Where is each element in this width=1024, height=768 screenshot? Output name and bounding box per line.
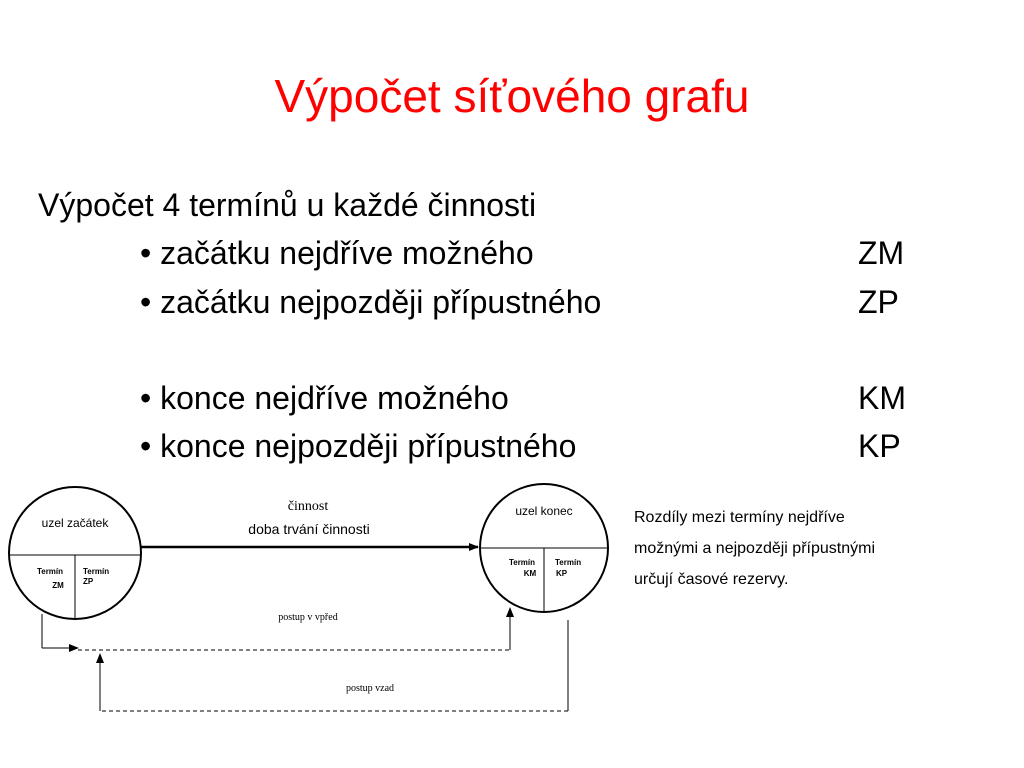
forward-label: postup v vpřed: [278, 612, 338, 623]
reserve-note: [634, 502, 964, 595]
start-node-right-term: Termín: [83, 567, 110, 576]
end-node: [480, 484, 608, 612]
bullet-kp-abbr: KP: [858, 428, 901, 464]
start-node: [9, 487, 141, 619]
reserve-note-line: Rozdíly mezi termíny nejdříve: [634, 509, 845, 526]
slide-title: Výpočet síťového grafu: [274, 70, 750, 122]
start-node-label: uzel začátek: [41, 516, 109, 530]
start-node-zp: ZP: [83, 577, 94, 586]
forward-pass-path: [42, 608, 510, 650]
activity-label: činnost: [287, 499, 329, 514]
bullet-km-abbr: KM: [858, 380, 906, 416]
bullet-km-label: • konce nejdříve možného: [140, 380, 509, 416]
duration-label: doba trvání činnosti: [248, 521, 370, 537]
end-node-label: uzel konec: [515, 504, 573, 518]
backward-pass-path: [100, 620, 568, 711]
start-node-zm: ZM: [52, 581, 64, 590]
backward-label: postup vzad: [345, 683, 395, 694]
intro-text: Výpočet 4 termínů u každé činnosti: [38, 187, 537, 223]
bullet-zm-abbr: ZM: [858, 235, 905, 271]
bullet-zp-label: • začátku nejpozději přípustného: [140, 284, 602, 320]
bullet-zm-label: • začátku nejdříve možného: [140, 235, 534, 271]
reserve-note-line: určují časové rezervy.: [634, 571, 789, 588]
bullet-kp-label: • konce nejpozději přípustného: [140, 428, 577, 464]
reserve-note-line: možnými a nejpozději přípustnými: [634, 540, 875, 557]
start-node-left-term: Termín: [36, 567, 64, 576]
end-node-right-term: Termín: [555, 558, 582, 567]
end-node-kp: KP: [556, 569, 568, 578]
end-node-left-term: Termín: [508, 558, 536, 567]
end-node-km: KM: [523, 569, 537, 578]
bullet-zp-abbr: ZP: [858, 284, 899, 320]
